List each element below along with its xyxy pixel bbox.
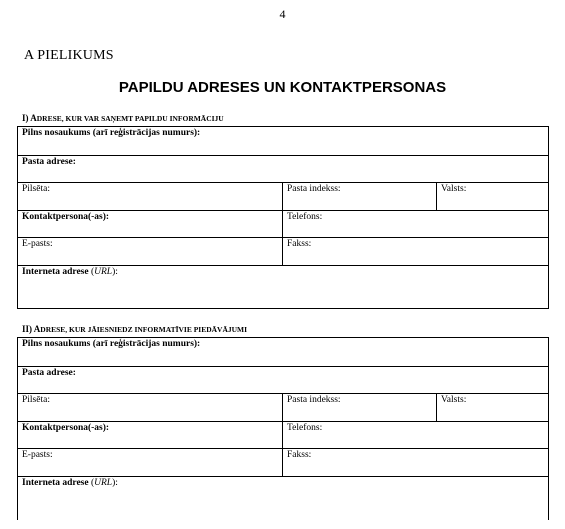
contact-person-label: Kontaktpersona(-as): — [22, 423, 110, 433]
section-1-title — [22, 113, 224, 123]
postal-address-label: Pasta adrese: — [22, 368, 76, 378]
page-number: 4 — [279, 7, 286, 21]
full-name-label: Pilns nosaukums (arī reģistrācijas numurs): — [22, 128, 201, 138]
internet-close-paren: ): — [112, 267, 118, 277]
full-name-field[interactable] — [18, 127, 548, 155]
page-title: PAPILDU ADRESES UN KONTAKTPERSONAS — [118, 79, 447, 96]
phone-field[interactable] — [282, 211, 548, 237]
internet-address-row — [18, 266, 548, 309]
email-label: E-pasts: — [22, 450, 53, 460]
section-2-heading: DRESE, KUR JĀIESNIEDZ INFORMATĪVIE PIEDĀVĀJUMI — [40, 325, 248, 334]
city-field[interactable] — [18, 183, 282, 210]
city-field[interactable] — [18, 394, 282, 421]
internet-address-row — [18, 477, 548, 520]
country-label: Valsts: — [441, 184, 467, 194]
city-postcode-country-row — [18, 183, 548, 211]
contact-person-label: Kontaktpersona(-as): — [22, 212, 110, 222]
full-name-row — [18, 127, 548, 156]
postal-address-field[interactable] — [18, 156, 548, 182]
postal-address-label: Pasta adrese: — [22, 157, 76, 167]
internet-close-paren: ): — [112, 478, 118, 488]
fax-field[interactable] — [282, 238, 548, 265]
postcode-field[interactable] — [282, 394, 436, 421]
email-label: E-pasts: — [22, 239, 53, 249]
city-label: Pilsēta: — [22, 184, 50, 194]
full-name-label: Pilns nosaukums (arī reģistrācijas numurs): — [22, 339, 201, 349]
email-fax-row — [18, 238, 548, 266]
city-label: Pilsēta: — [22, 395, 50, 405]
contact-person-field[interactable] — [18, 211, 282, 237]
country-label: Valsts: — [441, 395, 467, 405]
postal-address-row — [18, 156, 548, 183]
postcode-field[interactable] — [282, 183, 436, 210]
section-1-heading: DRESE, KUR VAR SAŅEMT PAPILDU INFORMĀCIJU — [36, 114, 224, 123]
country-field[interactable] — [436, 394, 548, 421]
postcode-label: Pasta indekss: — [287, 395, 341, 405]
full-name-field[interactable] — [18, 338, 548, 366]
internet-open-paren: ( — [88, 478, 95, 488]
fax-label: Fakss: — [287, 450, 312, 460]
phone-field[interactable] — [282, 422, 548, 448]
section-2-number: II) — [22, 324, 33, 334]
section-2-title — [22, 324, 247, 334]
internet-address-field[interactable] — [18, 266, 548, 308]
url-label: URL — [94, 267, 113, 277]
email-field[interactable] — [18, 238, 282, 265]
internet-address-label: Interneta adrese — [22, 267, 89, 277]
postal-address-field[interactable] — [18, 367, 548, 393]
email-field[interactable] — [18, 449, 282, 476]
postcode-label: Pasta indekss: — [287, 184, 341, 194]
full-name-row — [18, 338, 548, 367]
section-1-first-letter: A — [30, 113, 37, 123]
section-1-form — [17, 126, 549, 309]
postal-address-row — [18, 367, 548, 394]
contact-phone-row — [18, 211, 548, 238]
url-label: URL — [94, 478, 113, 488]
internet-address-label: Interneta adrese — [22, 478, 89, 488]
section-2-form — [17, 337, 549, 520]
internet-address-field[interactable] — [18, 477, 548, 520]
fax-label: Fakss: — [287, 239, 312, 249]
contact-person-field[interactable] — [18, 422, 282, 448]
country-field[interactable] — [436, 183, 548, 210]
section-1-number: I) — [22, 113, 29, 123]
fax-field[interactable] — [282, 449, 548, 476]
internet-open-paren: ( — [88, 267, 95, 277]
annex-label: A PIELIKUMS — [24, 48, 114, 63]
section-2-first-letter: A — [33, 324, 41, 334]
contact-phone-row — [18, 422, 548, 449]
phone-label: Telefons: — [287, 423, 323, 433]
email-fax-row — [18, 449, 548, 477]
city-postcode-country-row — [18, 394, 548, 422]
phone-label: Telefons: — [287, 212, 323, 222]
